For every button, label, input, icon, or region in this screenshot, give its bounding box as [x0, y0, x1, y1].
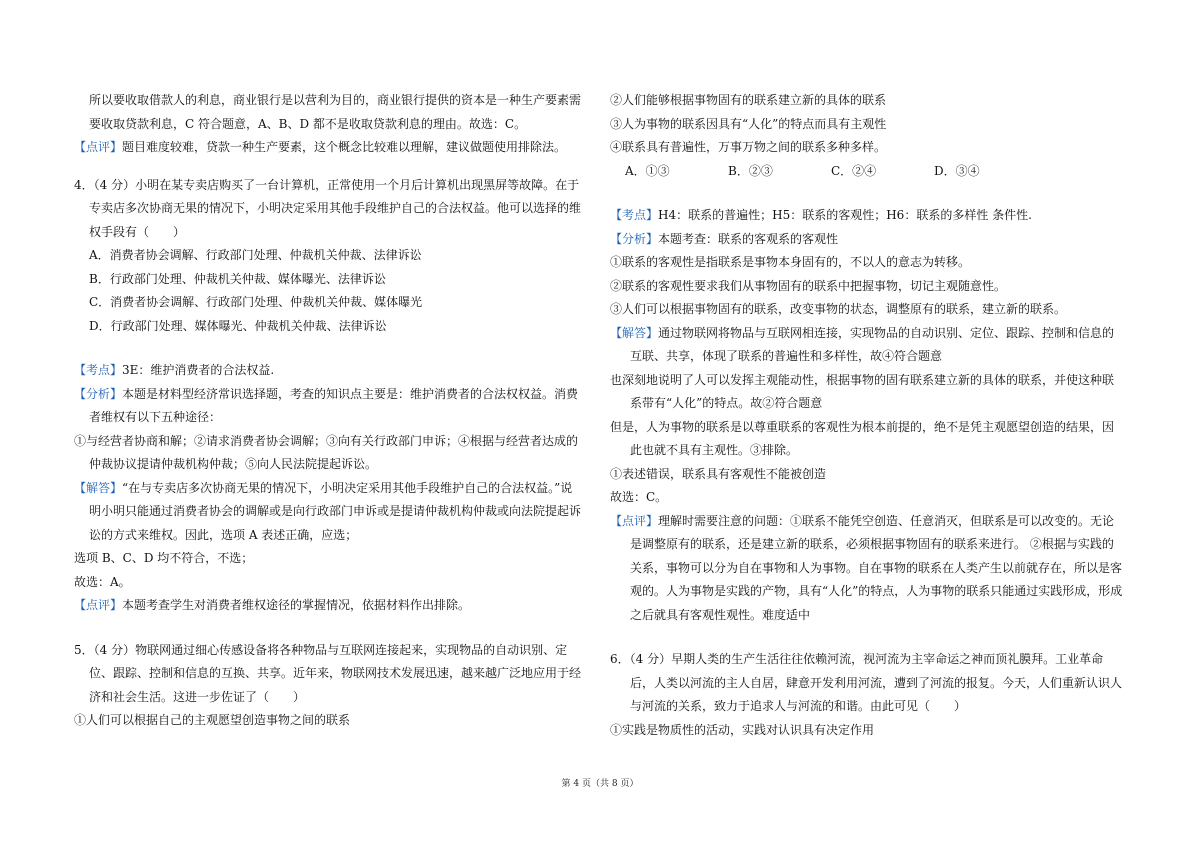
kaodian-tag: 【考点】 [74, 363, 123, 377]
q5-jieda-line: ①表述错误，联系具有客观性不能被创造 [610, 466, 827, 481]
q5-fenxi-line: 【分析】本题考查：联系的客观系的客观性 [610, 231, 839, 246]
q4-dianping: 【点评】本题考查学生对消费者维权途径的掌握情况，依据材料作出排除。 [74, 598, 471, 612]
q4-jieda-line: 【解答】“在与专卖店多次协商无果的情况下，小明决定采用其他手段维护自己的合法权益。”说 [74, 480, 573, 495]
q5-jieda-line: 系带有“人化”的特点。故②符合题意 [630, 396, 823, 410]
q5-fenxi-line: ③人们可以根据事物固有的联系，改变事物的状态，调整原有的联系，建立新的联系。 [610, 302, 1067, 316]
page-number-footer: 第 4 页（共 8 页） [561, 779, 639, 789]
q5-dianping-line: 关系，事物可以分为自在事物和人为事物。自在事物的联系在人类产生以前就存在，所以是客 [630, 560, 1123, 575]
q4-fenxi-line: 【分析】本题是材料型经济常识选择题，考查的知识点主要是：维护消费者的合法权权益。消费 [74, 386, 579, 401]
q6-stem-line: 后，人类以河流的主人自居，肆意开发利用河流，遭到了河流的报复。今天，人们重新认识人 [630, 675, 1123, 690]
q5-option-b: B．②③ [728, 163, 773, 178]
dianping-tag: 【点评】 [610, 513, 659, 528]
q6-stem-line: 6．（4 分）早期人类的生产生活往往依赖河流，视河流为主宰命运之神而顶礼膜拜。工业革命 [610, 652, 1104, 666]
q5-option-c: C．②④ [831, 163, 877, 178]
q5-item-3: ③人为事物的联系因具有“人化”的特点而具有主观性 [610, 116, 887, 131]
q5-option-a: A．①③ [625, 163, 670, 178]
q5-dianping-line: 【点评】理解时需要注意的问题：①联系不能凭空创造、任意消灭，但联系是可以改变的。无论 [610, 513, 1115, 528]
q4-jieda-line: 讼的方式来维权。因此，选项 A 表述正确，应选； [89, 527, 358, 542]
q4-fenxi-line: 仲裁协议提请仲裁机构仲裁；⑤向人民法院提起诉讼。 [89, 457, 378, 471]
q5-jieda-line: 此也就不具有主观性。③排除。 [630, 443, 799, 457]
jieda-tag: 【解答】 [74, 480, 123, 495]
right-column [610, 89, 1130, 742]
jieda-tag: 【解答】 [610, 325, 659, 340]
q4-option-d: D．行政部门处理、媒体曝光、仲裁机关仲裁、法律诉讼 [89, 318, 387, 333]
q6-stem-line: 与河流的关系，致力于追求人与河流的和谐。由此可见（ ） [630, 699, 967, 713]
q3-comment: 【点评】题目难度较难，贷款一种生产要素，这个概念比较难以理解，建议做题使用排除法。 [74, 140, 567, 154]
fenxi-tag: 【分析】 [74, 386, 123, 401]
q5-jieda-line: 【解答】通过物联网将物品与互联网相连接，实现物品的自动识别、定位、跟踪、控制和信息的 [610, 325, 1115, 340]
dianping-tag: 【点评】 [74, 598, 123, 612]
kaodian-tag: 【考点】 [610, 208, 659, 222]
q5-jieda-line: 互联、共享，体现了联系的普遍性和多样性，故④符合题意 [630, 349, 943, 363]
q4-option-c: C．消费者协会调解、行政部门处理、仲裁机关仲裁、媒体曝光 [89, 295, 423, 309]
q4-fenxi-line: 者维权有以下五种途径： [89, 410, 222, 424]
q5-fenxi-line: ②联系的客观性要求我们从事物固有的联系中把握事物，切记主观随意性。 [610, 278, 1007, 293]
q4-jieda-line: 明小明只能通过消费者协会的调解或是向行政部门申诉或是提请仲裁机构仲裁或向法院提起诉 [89, 504, 582, 518]
q4-option-b: B．行政部门处理、仲裁机关仲裁、媒体曝光、法律诉讼 [89, 271, 386, 286]
q4-jieda-line: 故选：A。 [74, 574, 131, 589]
q5-jieda-line: 但是，人为事物的联系是以尊重联系的客观性为根本前提的，绝不是凭主观愿望创造的结果，因 [610, 419, 1115, 434]
q5-dianping-line: 之后就具有客观性观性。难度适中 [630, 607, 811, 622]
q5-stem-line: 济和社会生活。这进一步佐证了（ ） [89, 689, 306, 704]
q5-item-4: ④联系具有普遍性，万事万物之间的联系多种多样。 [610, 140, 887, 154]
q5-option-d: D．③④ [934, 163, 980, 178]
q5-kaodian: 【考点】H4：联系的普遍性；H5：联系的客观性；H6：联系的多样性 条件性. [610, 208, 1032, 222]
q4-stem-line: 专卖店多次协商无果的情况下，小明决定采用其他手段维护自己的合法权益。他可以选择的维 [89, 201, 582, 215]
q4-kaodian: 【考点】3E：维护消费者的合法权益. [74, 363, 275, 377]
q5-stem-line: 位、跟踪、控制和信息的互换、共享。近年来，物联网技术发展迅速，越来越广泛地应用于经 [89, 666, 582, 680]
q6-item-1: ①实践是物质性的活动，实践对认识具有决定作用 [610, 722, 875, 737]
fenxi-tag: 【分析】 [610, 231, 659, 246]
q3-tail-line: 所以要收取借款人的利息，商业银行是以营利为目的，商业银行提供的资本是一种生产要素需 [89, 93, 582, 107]
q5-fenxi-line: ①联系的客观性是指联系是事物本身固有的，不以人的意志为转移。 [610, 255, 971, 269]
q4-fenxi-line: ①与经营者协商和解；②请求消费者协会调解；③向有关行政部门申诉；④根据与经营者达成的 [74, 433, 579, 448]
comment-tag: 【点评】 [74, 140, 123, 154]
q5-jieda-line: 也深刻地说明了人可以发挥主观能动性，根据事物的固有联系建立新的具体的联系，并使这种联 [610, 372, 1115, 387]
q5-dianping-line: 是调整原有的联系，还是建立新的联系，必须根据事物固有的联系来进行。 ②根据与实践的 [630, 537, 1114, 551]
q5-item-1: ①人们可以根据自己的主观愿望创造事物之间的联系 [74, 713, 351, 727]
q4-option-a: A．消费者协会调解、行政部门处理、仲裁机关仲裁、法律诉讼 [89, 248, 422, 262]
q4-stem-line: 4．（4 分）小明在某专卖店购买了一台计算机，正常使用一个月后计算机出现黑屏等故障。在于 [74, 177, 580, 192]
q3-tail-line: 要收取贷款利息，C 符合题意，A、B、D 都不是收取贷款利息的理由。故选：C。 [89, 116, 527, 131]
q4-stem-line: 权手段有（ ） [89, 224, 186, 239]
q4-jieda-line: 选项 B、C、D 均不符合，不选； [74, 551, 254, 565]
left-column [74, 89, 594, 733]
q5-dianping-line: 观的。人为事物是实践的产物，具有“人化”的特点，人为事物的联系只能通过实践形成，形成 [630, 584, 1123, 598]
q5-item-2: ②人们能够根据事物固有的联系建立新的具体的联系 [610, 93, 887, 107]
q5-jieda-line: 故选：C。 [610, 490, 668, 504]
q5-stem-line: 5．（4 分）物联网通过细心传感设备将各种物品与互联网连接起来，实现物品的自动识别、定 [74, 642, 568, 657]
q5-options [610, 160, 1130, 184]
